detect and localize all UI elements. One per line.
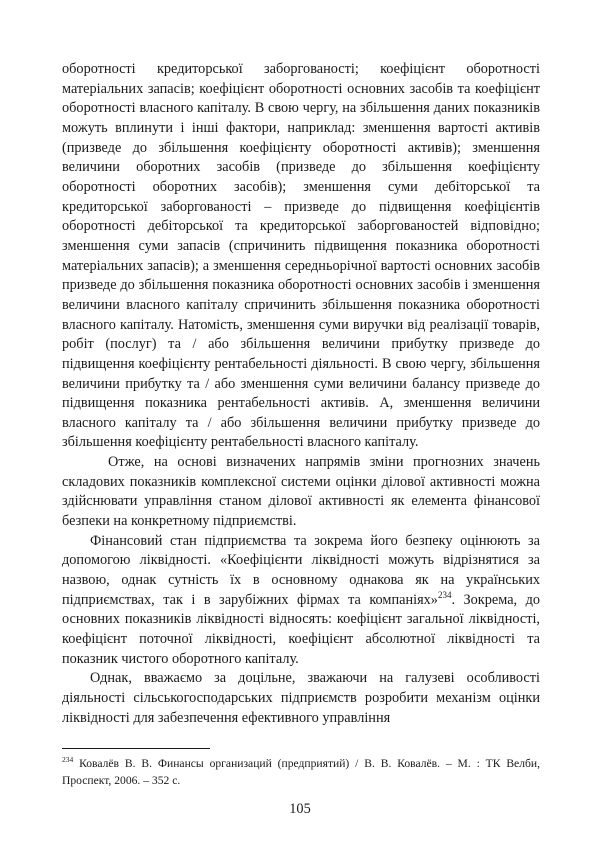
paragraph-liquidity	[62, 532, 540, 670]
footnote-reference: 234	[437, 589, 452, 600]
paragraph-final: Однак, вважаємо за доцільне, зважаючи на галузеві особливості діяльності сільськогосподарських підприємств розробити механізм оцінки ліквідності для забезпечення ефективного управління	[62, 670, 540, 726]
paragraph-liquidity-part1: Фінансовий стан підприємства та зокрема його безпеку оцінюють за допомогою ліквідності. «Коефіцієнти ліквідності можуть відрізнятися за назвою, однак сутність їх в основному однакова як на українських підприємствах, так і в зарубіжних фірмах та компаніях»	[62, 532, 540, 608]
paragraph-continued: оборотності кредиторської заборгованості; коефіцієнт оборотності матеріальних запасів; коефіцієнт оборотності основних засобів та коефіцієнт оборотності власного капіталу. В свою чергу, на збільшення даних показників можуть вплинути і інші фактори, наприклад: зменшення вартості активів (призведе до збільшення коефіцієнту оборотності активів); зменшення величини оборотних засобів (призведе до збільшення коефіцієнту оборотності оборотних засобів); зменшення суми дебіторської та кредиторської заборгованості – призведе до підвищення коефіцієнтів оборотності дебіторської та кредиторської заборгованостей відповідно; зменшення суми запасів (спричинить підвищення показника оборотності матеріальних запасів); а зменшення середньорічної вартості основних засобів призведе до збільшення показника оборотності основних засобів і зменшення величини власного капіталу спричинить збільшення показника оборотності власного капіталу. Натомість, зменшення суми виручки від реалізації товарів, робіт (послуг) та / або збільшення величини прибутку призведе до підвищення коефіцієнту рентабельності діяльності. В свою чергу, збільшення величини прибутку та / або зменшення суми величини балансу призведе до підвищення показника рентабельності активів. А, зменшення величини власного капіталу та / або збільшення величини прибутку призведе до збільшення коефіцієнту рентабельності власного капіталу.	[62, 61, 540, 451]
footnote-text: Ковалёв В. В. Финансы организаций (предприятий) / В. В. Ковалёв. – М. : ТК Велби, Проспект, 2006. – 352 с.	[62, 757, 540, 787]
footnote	[62, 755, 540, 789]
paragraph-liquidity-part2: . Зокрема, до основних показників ліквідності відносять: коефіцієнт загальної ліквідності, коефіцієнт поточної ліквідності, коефіцієнт абсолютної ліквідності та показник чистого оборотного капіталу.	[62, 591, 540, 667]
footnote-number: 234	[62, 755, 74, 764]
footnote-separator	[62, 748, 210, 749]
paragraph-conclusion: Отже, на основі визначених напрямів зміни прогнозних значень складових показників комплексної системи оцінки ділової активності можна здійснювати управління станом ділової активності як елемента фінансової безпеки на конкретному підприємстві.	[62, 454, 540, 530]
page-number: 105	[289, 801, 311, 817]
body-text	[62, 60, 540, 728]
